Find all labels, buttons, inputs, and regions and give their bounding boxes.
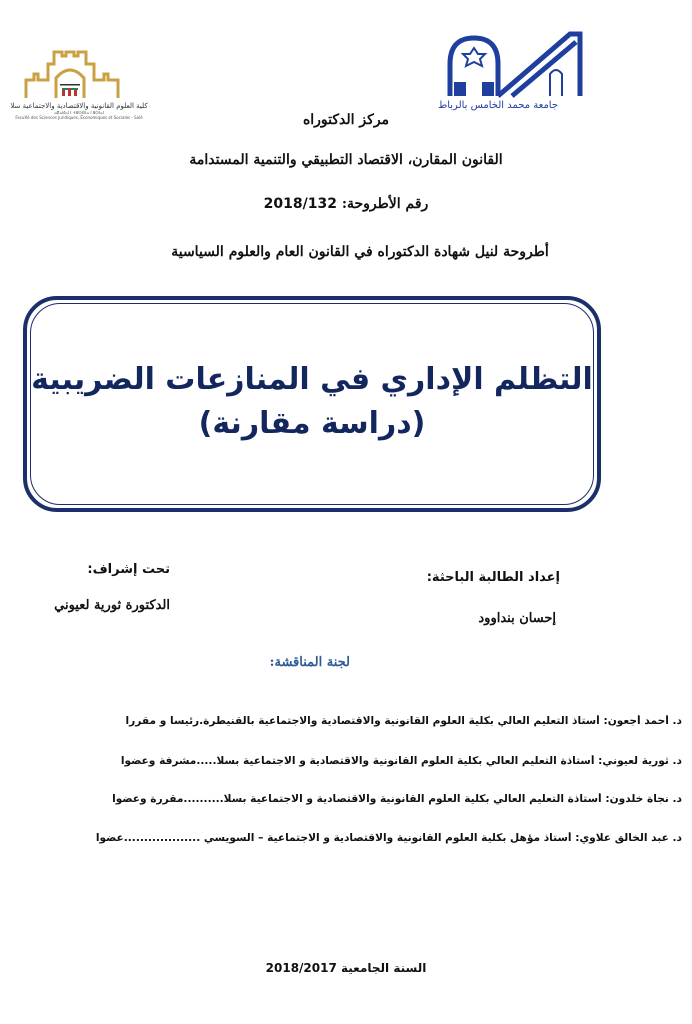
- university-name: جامعة محمد الخامس بالرباط: [437, 100, 559, 111]
- university-logo: [400, 26, 596, 114]
- student-label: إعداد الطالبة الباحثة:: [426, 570, 560, 585]
- student-name: إحسان بنداوود: [478, 611, 556, 626]
- thesis-number-value: 2018/132: [263, 196, 337, 212]
- supervisor-name: الدكتورة ثورية لعيوني: [54, 598, 170, 613]
- title-frame: [23, 296, 601, 512]
- committee-member: د. عبد الخالق علاوي: أستاذ مؤهل بكلية العلوم القانونية والاقتصادية و الاجتماعية – السويسي ...................عضوا: [95, 832, 682, 844]
- committee-label: لجنة المناقشة:: [269, 655, 350, 670]
- thesis-title-main: التظلم الإداري في المنازعات الضريبية: [31, 362, 593, 397]
- thesis-number: [0, 196, 692, 212]
- thesis-purpose: أطروحة لنيل شهادة الدكتوراه في القانون العام والعلوم السياسية: [171, 244, 549, 260]
- faculty-name-french: Faculté des Sciences Juridiques, Économiques et Sociales - Salé: [15, 115, 143, 120]
- faculty-building-logo-icon: [4, 44, 154, 102]
- committee-member: د. نجاة خلدون: أستاذة التعليم العالي بكلية العلوم القانونية والاقتصادية و الاجتماعية بسلا..........مقررة وعضوا: [112, 793, 682, 805]
- thesis-title: [27, 358, 597, 445]
- doctoral-center: مركز الدكتوراه: [302, 112, 390, 128]
- thesis-number-label: رقم الأطروحة:: [341, 196, 429, 212]
- supervision-label: تحت إشراف:: [87, 562, 170, 577]
- faculty-name-tifinagh: ⴰⴽⴰⵍⴰⵏ ⵏ ⵜⵓⵙⵙⵏⴰ ⵏ ⵓⵙⵏⴰⵏ: [54, 110, 104, 115]
- thesis-title-subtitle: (دراسة مقارنة): [198, 405, 426, 441]
- faculty-name-arabic: كلية العلوم القانونية والاقتصادية والاجتماعية سلا: [10, 102, 148, 110]
- university-arch-logo-icon: [400, 26, 596, 100]
- committee-member: د. أحمد أجعون: أستاذ التعليم العالي بكلية العلوم القانونية والاقتصادية والاجتماعية بالقنيطرة.رئيسا و مقررا: [125, 715, 682, 727]
- program-name: القانون المقارن، الاقتصاد التطبيقي والتنمية المستدامة: [189, 152, 503, 168]
- committee-member: د. ثورية لعيوني: أستاذة التعليم العالي بكلية العلوم القانونية والاقتصادية و الاجتماعية بسلا.....مشرفة وعضوا: [120, 755, 682, 767]
- academic-year: السنة الجامعية 2018/2017: [265, 961, 427, 975]
